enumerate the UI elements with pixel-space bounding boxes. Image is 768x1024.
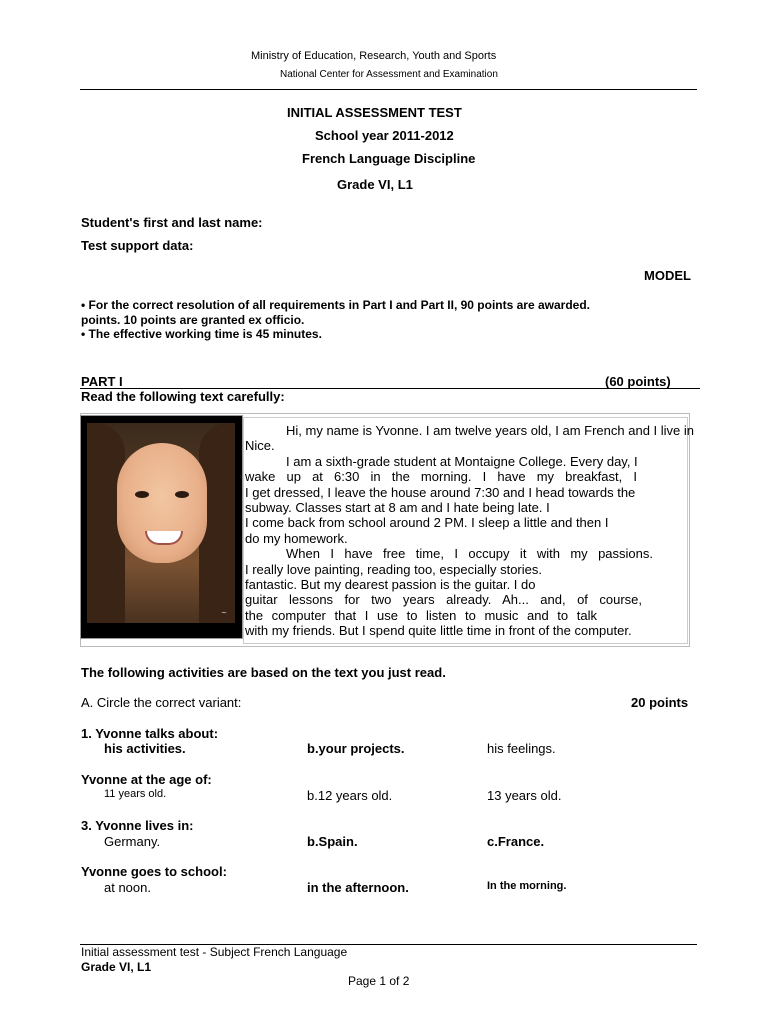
question-stem: Yvonne goes to school: [81,864,227,879]
footer-subject: Initial assessment test - Subject French Language [81,945,348,959]
test-support-label: Test support data: [81,238,194,253]
school-year: School year 2011-2012 [315,128,454,143]
passage-line: subway. Classes start at 8 am and I hate being late. I [245,500,550,516]
question-stem: 1. Yvonne talks about: [81,726,219,741]
section-a-label: A. Circle the correct variant: [81,695,242,710]
question-stem: Yvonne at the age of: [81,772,212,787]
question-stem: 3. Yvonne lives in: [81,818,194,833]
passage-line: I get dressed, I leave the house around 7:30 and I head towards the [245,484,636,500]
passage-line: When I have free time, I occupy it with my passions. [286,546,653,562]
read-instruction: Read the following text carefully: [81,389,285,404]
portrait-photo [80,415,243,639]
option-c[interactable]: his feelings. [487,741,556,756]
option-a[interactable]: Germany. [104,834,161,849]
requirement-line-3: • The effective working time is 45 minutes. [81,327,322,341]
passage-line: do my homework. [245,530,348,546]
option-b[interactable]: in the afternoon. [307,880,409,895]
option-c[interactable]: In the morning. [487,880,567,892]
ministry-header: Ministry of Education, Research, Youth and Sports [251,50,497,62]
passage-line: fantastic. But my dearest passion is the guitar. I do [245,577,536,593]
passage-line: with my friends. But I spend quite little time in front of the computer. [245,623,632,639]
passage-line: I really love painting, reading too, especially stories. [245,561,542,577]
part1-label: PART I [81,374,123,389]
footer-grade: Grade VI, L1 [81,960,152,974]
requirement-line-1: • For the correct resolution of all requirements in Part I and Part II, 90 points are awarded. [81,298,590,312]
option-c[interactable]: c.France. [487,834,545,849]
option-a[interactable]: his activities. [104,741,186,756]
grade-title: Grade VI, L1 [337,177,413,192]
requirement-line-2: points. 10 points are granted ex officio. [81,313,305,327]
center-header: National Center for Assessment and Examination [280,69,498,80]
passage-line: wake up at 6:30 in the morning. I have my breakfast, I [245,469,637,485]
student-name-label: Student's first and last name: [81,215,263,230]
photo-signature: ~ [221,609,227,617]
face-illustration [117,443,207,563]
option-b[interactable]: b.Spain. [307,834,358,849]
reading-passage [245,423,705,639]
passage-line: I come back from school around 2 PM. I sleep a little and then I [245,515,609,531]
part1-points: (60 points) [605,374,671,389]
model-label: MODEL [644,268,691,283]
passage-line: I am a sixth-grade student at Montaigne College. Every day, I [286,453,638,469]
option-c[interactable]: 13 years old. [487,788,562,803]
passage-p1: Hi, my name is Yvonne. I am twelve years old, I am French and I live in Nice. [245,423,694,454]
option-a[interactable]: 11 years old. [104,788,167,800]
section-a-points: 20 points [631,695,689,710]
page-number: Page 1 of 2 [348,974,410,988]
option-b[interactable]: b.your projects. [307,741,405,756]
test-title: INITIAL ASSESSMENT TEST [287,105,462,120]
passage-line: guitar lessons for two years already. Ah... and, of course, [245,592,642,608]
header-divider [80,89,697,90]
discipline: French Language Discipline [302,151,476,166]
passage-line: the computer that I use to listen to music and to talk [245,607,597,623]
activities-intro: The following activities are based on the text you just read. [81,665,446,680]
option-b[interactable]: b.12 years old. [307,788,393,803]
option-a[interactable]: at noon. [104,880,151,895]
